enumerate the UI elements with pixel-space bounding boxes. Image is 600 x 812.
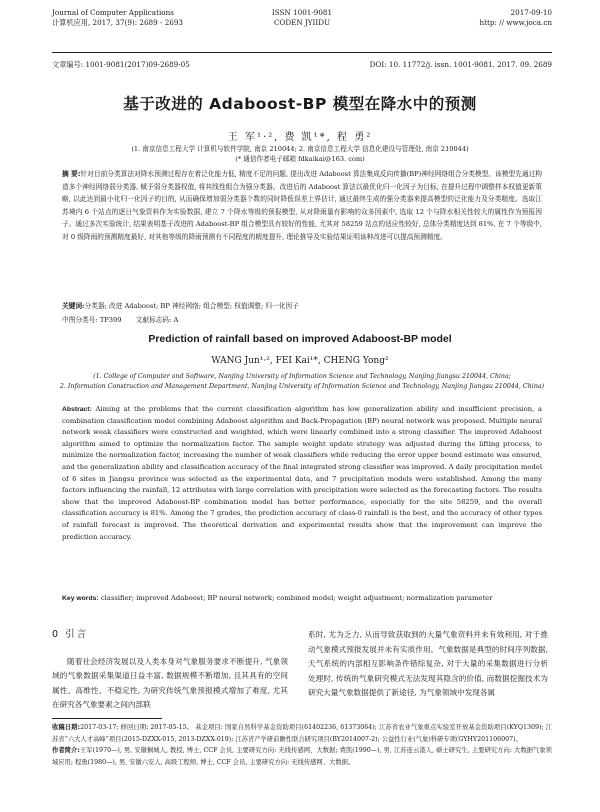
header-right <box>479 8 552 28</box>
footnote-rule <box>52 718 162 719</box>
abstract-chinese <box>62 168 542 243</box>
article-number: 文章编号: 1001-9081(2017)09-2689-05 <box>52 60 190 69</box>
footnote-label: 作者简介: <box>52 747 80 755</box>
keywords-en-label: Key words: <box>62 595 99 602</box>
section-heading: 0 引言 <box>52 629 89 640</box>
document-code: 文献标志码: A <box>135 316 179 324</box>
publish-date: 2017-09-10 <box>510 8 552 17</box>
header-center <box>52 8 552 28</box>
abstract-cn-label: 摘 要: <box>62 170 81 178</box>
abstract-en-label: Abstract: <box>62 406 92 413</box>
journal-url[interactable]: http: // www.joca.cn <box>479 18 552 27</box>
footnote-label: 收稿日期: <box>52 724 81 731</box>
document-ids <box>52 60 552 70</box>
keywords-en-text: classifier; improved Adaboost; BP neural network; combined model; weight adjustment; normalization parameter <box>100 594 493 602</box>
doi[interactable]: DOI: 10. 11772/j. issn. 1001-9081. 2017. 09. 2689 <box>369 60 552 69</box>
clc-number: 中图分类号: TP399 <box>62 316 122 324</box>
abstract-english <box>62 404 542 543</box>
journal-name-en: Journal of Computer Applications <box>52 8 174 17</box>
authors-chinese: 王 军¹·², 费 凯¹*, 程 勇² <box>227 132 373 143</box>
abstract-en-text: Aiming at the problems that the current classification algorithm has low generalization ability and insufficient precision, a combination classification model combining Adaboost algorithm and Back-Propagation (BP) neural network was proposed. Multiple neural network weak classifiers were constructed and weighted, which were linearly combined into a strong classifier. The improved Adaboost algorithm aimed to optimize the normalization factor. The sample weight update strategy was adjusted during the lifting process, to minimize the normalization factor, increasing the number of weak classifiers while reducing the error upper bound estimate was ensured, and the generalization ability and classification accuracy of the final integrated strong classifier was improved. A daily precipitation model of 6 sites in Jiangsu province was selected as the experimental data, and 7 precipitation models were established. Among the many factors influencing the rainfall, 12 attributes with large correlation with precipitation were selected as the forecasting factors. The results show that the improved Adaboost-BP combination model has better performance, especially for the site 58259, and the overall classification accuracy is 81%. Among the 7 grades, the prediction accuracy of class-0 rainfall is the best, and the accuracy of other types of rainfall forecast is improved. The theoretical derivation and experimental results show that the improvement can improve the prediction accuracy. <box>62 405 542 541</box>
keywords-cn-label: 关键词: <box>62 302 85 310</box>
keywords-cn-text: 分类器; 改进 Adaboost; BP 神经网络; 组合模型; 权值调整; 归一化因子 <box>84 302 299 310</box>
body-paragraph: 系时, 尤为乏力, 从而导致获取到的大量气象资料并未有效利用, 对于推动气象模式预报发展并未有实质作用。气象数据是典型的时间序列数据, 天气系统的内部相互影响条件错综复杂, 对于大量的采集数据进行分析处理时, 传统的气象研究模式无法发现其隐含的价值, 而数据挖掘技术为研究大量气象数据提供了新途径, 为气象领域中发现各属 <box>308 630 548 698</box>
authors-english: WANG Jun¹·², FEI Kai¹*, CHENG Yong² <box>211 356 389 366</box>
footnotes <box>52 722 552 768</box>
coden: CODEN JYIIDU <box>273 18 331 27</box>
affiliation-en-line: (1. College of Computer and Software, Nanjing University of Information Science and Technology, Nanjing Jiangsu 210044, China; <box>93 373 511 380</box>
affiliations-chinese <box>0 144 600 164</box>
affiliations-english <box>58 372 546 392</box>
body-column-right <box>308 628 548 701</box>
affiliation-cn-line: (1. 南京信息工程大学 计算机与软件学院, 南京 210044; 2. 南京信息工程大学 信息化建设与管理处, 南京 210044) <box>131 145 469 153</box>
footnote-text: 2017-03-17; 修回日期: 2017-05-15。 基金项目: 国家自然科学基金资助项目(61402236, 61373064); 江苏省农业气象重点实验室开放基金资助项目(KYQ1309); 江苏省“六大人才高峰”项目(2015-DZXX-015, 2013-DZXX-019); 江苏省产学研前瞻性联合研究项目(BY2014007-2); 公益性行业(气象)科研专项(GYHY201106007)。 <box>52 724 552 743</box>
keywords-english <box>62 593 542 605</box>
footnote-authors <box>52 745 552 768</box>
issn: ISSN 1001-9081 <box>271 8 333 17</box>
keywords-chinese <box>62 301 542 312</box>
classification-codes <box>62 315 542 326</box>
body-paragraph: 随着社会经济发展以及人类本身对气象服务要求不断提升, 气象领域的气象数据采集渠道日益丰富, 数据规模不断增加, 且其具有的空间属性、高维性、不稳定性, 为研究传统气象预报模式增加了难度, 尤其在研究各气象要素之间内部联 <box>52 656 288 710</box>
journal-issue-cn: 计算机应用, 2017, 37(9): 2689 - 2693 <box>52 18 183 27</box>
title-english: Prediction of rainfall based on improved Adaboost-BP model <box>148 333 452 345</box>
title-chinese: 基于改进的 Adaboost-BP 模型在降水中的预测 <box>123 95 477 113</box>
corresponding-email: (* 通信作者电子邮箱 fdkaikai@163. com) <box>235 155 365 163</box>
abstract-cn-text: 针对目前分类算法对降水预测过程存在着泛化能力低, 精度不足的问题, 提出改进 Adaboost 算法集成反向传播(BP)神经网络组合分类模型。该模型先通过构造多个神经网络弱分类器, 赋予弱分类器权值, 将其线性组合为强分类器。改进后的 Adaboost 算法以最优化归一化因子为目标, 在提升过程中调整样本权值更新策略, 以此达到最小化归一化因子的目的, 从而确保增加弱分类器个数的同时降低误差上界估计, 通过最终生成的强分类器来提高模型的泛化能力及分类精度。选取江苏境内 6 个站点的逐日气象资料作为实验数据, 建立 7 个降水等级的预报模型, 从对降雨量有影响的众多因素中, 选取 12 个与降水相关性较大的属性作为预报因子。通过多次实验统计, 结果表明基于改进的 Adaboost-BP 组合模型具有较好的性能, 尤其对 58259 站点的适应性较好, 总体分类精度达到 81%, 在 7 个等级中, 对 0 级降雨的预测精度最好, 对其他等级的降雨预测有不同程度的精度提升, 理论推导及实验结果证明该种改进可以提高预测精度。 <box>62 170 542 241</box>
header-rule <box>52 52 552 53</box>
body-column-left <box>52 628 288 713</box>
running-header <box>52 8 552 46</box>
footnote-text: 王军(1970—), 男, 安徽桐城人, 教授, 博士, CCF 会员, 主要研究方向: 无线传感网、大数据; 费凯(1990—), 男, 江苏连云港人, 硕士研究生, 主要研究方向: 大数据气象领域应用; 程勇(1980—), 男, 安徽六安人, 高级工程师, 博士, CCF 会员, 主要研究方向: 无线传感网、大数据。 <box>52 747 552 766</box>
footnote-received <box>52 722 552 745</box>
affiliation-en-line: 2. Information Construction and Management Department, Nanjing University of Information Science and Technology, Nanjing Jiangsu 210044, China) <box>59 383 545 390</box>
